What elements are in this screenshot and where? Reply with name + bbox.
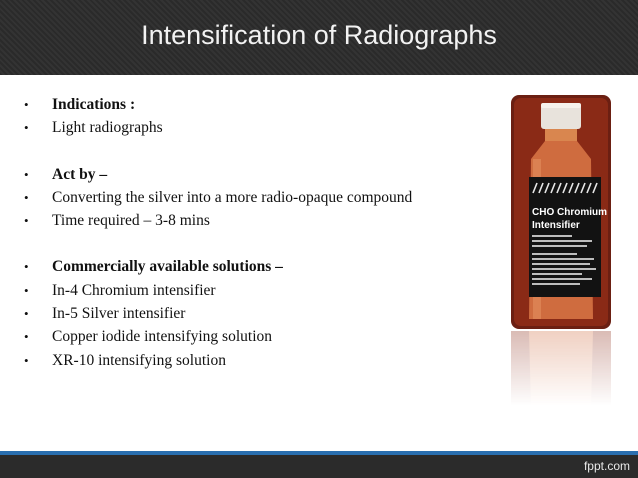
bullet-icon: • bbox=[24, 282, 29, 298]
list-item bbox=[24, 328, 494, 351]
bottle-label-line2: Intensifier bbox=[532, 220, 580, 231]
product-bottle-photo bbox=[511, 95, 611, 329]
bullet-text: In-5 Silver intensifier bbox=[52, 305, 186, 323]
bullet-icon: • bbox=[24, 259, 29, 275]
bullet-text: Converting the silver into a more radio-opaque compound bbox=[52, 188, 413, 206]
list-item bbox=[24, 212, 494, 235]
bullet-icon: • bbox=[24, 213, 29, 229]
slide-title: Intensification of Radiographs bbox=[141, 20, 497, 50]
bullet-text: Light radiographs bbox=[52, 119, 163, 137]
list-item bbox=[24, 258, 494, 281]
bullet-text: Copper iodide intensifying solution bbox=[52, 328, 272, 346]
bullet-icon: • bbox=[24, 329, 29, 345]
footer-accent-line bbox=[0, 451, 638, 455]
bullet-icon: • bbox=[24, 120, 29, 136]
spacer bbox=[24, 235, 494, 258]
bullet-icon: • bbox=[24, 97, 29, 112]
photo-reflection bbox=[511, 331, 611, 406]
list-item bbox=[24, 166, 494, 189]
bullet-text: Indications : bbox=[52, 96, 136, 113]
bullet-text: Time required – 3-8 mins bbox=[52, 212, 210, 230]
bullet-icon: • bbox=[24, 166, 29, 182]
bullet-icon: • bbox=[24, 352, 29, 368]
footer-bar bbox=[0, 451, 638, 478]
bullet-icon: • bbox=[24, 189, 29, 205]
bullet-text: XR-10 intensifying solution bbox=[52, 351, 226, 369]
bullet-text: In-4 Chromium intensifier bbox=[52, 281, 216, 299]
list-item bbox=[24, 189, 494, 212]
bullet-icon: • bbox=[24, 306, 29, 322]
footer-brand: fppt.com bbox=[583, 459, 630, 473]
list-item bbox=[24, 282, 494, 305]
list-item bbox=[24, 96, 494, 119]
bottle-label-line1: CHO Chromium bbox=[532, 207, 607, 218]
list-item bbox=[24, 352, 494, 375]
bullet-text: Commercially available solutions – bbox=[52, 258, 283, 276]
bullet-text: Act by – bbox=[52, 165, 108, 183]
spacer bbox=[24, 143, 494, 166]
list-item bbox=[24, 119, 494, 142]
list-item bbox=[24, 305, 494, 328]
bullet-list bbox=[24, 96, 494, 375]
title-bar bbox=[0, 0, 638, 75]
